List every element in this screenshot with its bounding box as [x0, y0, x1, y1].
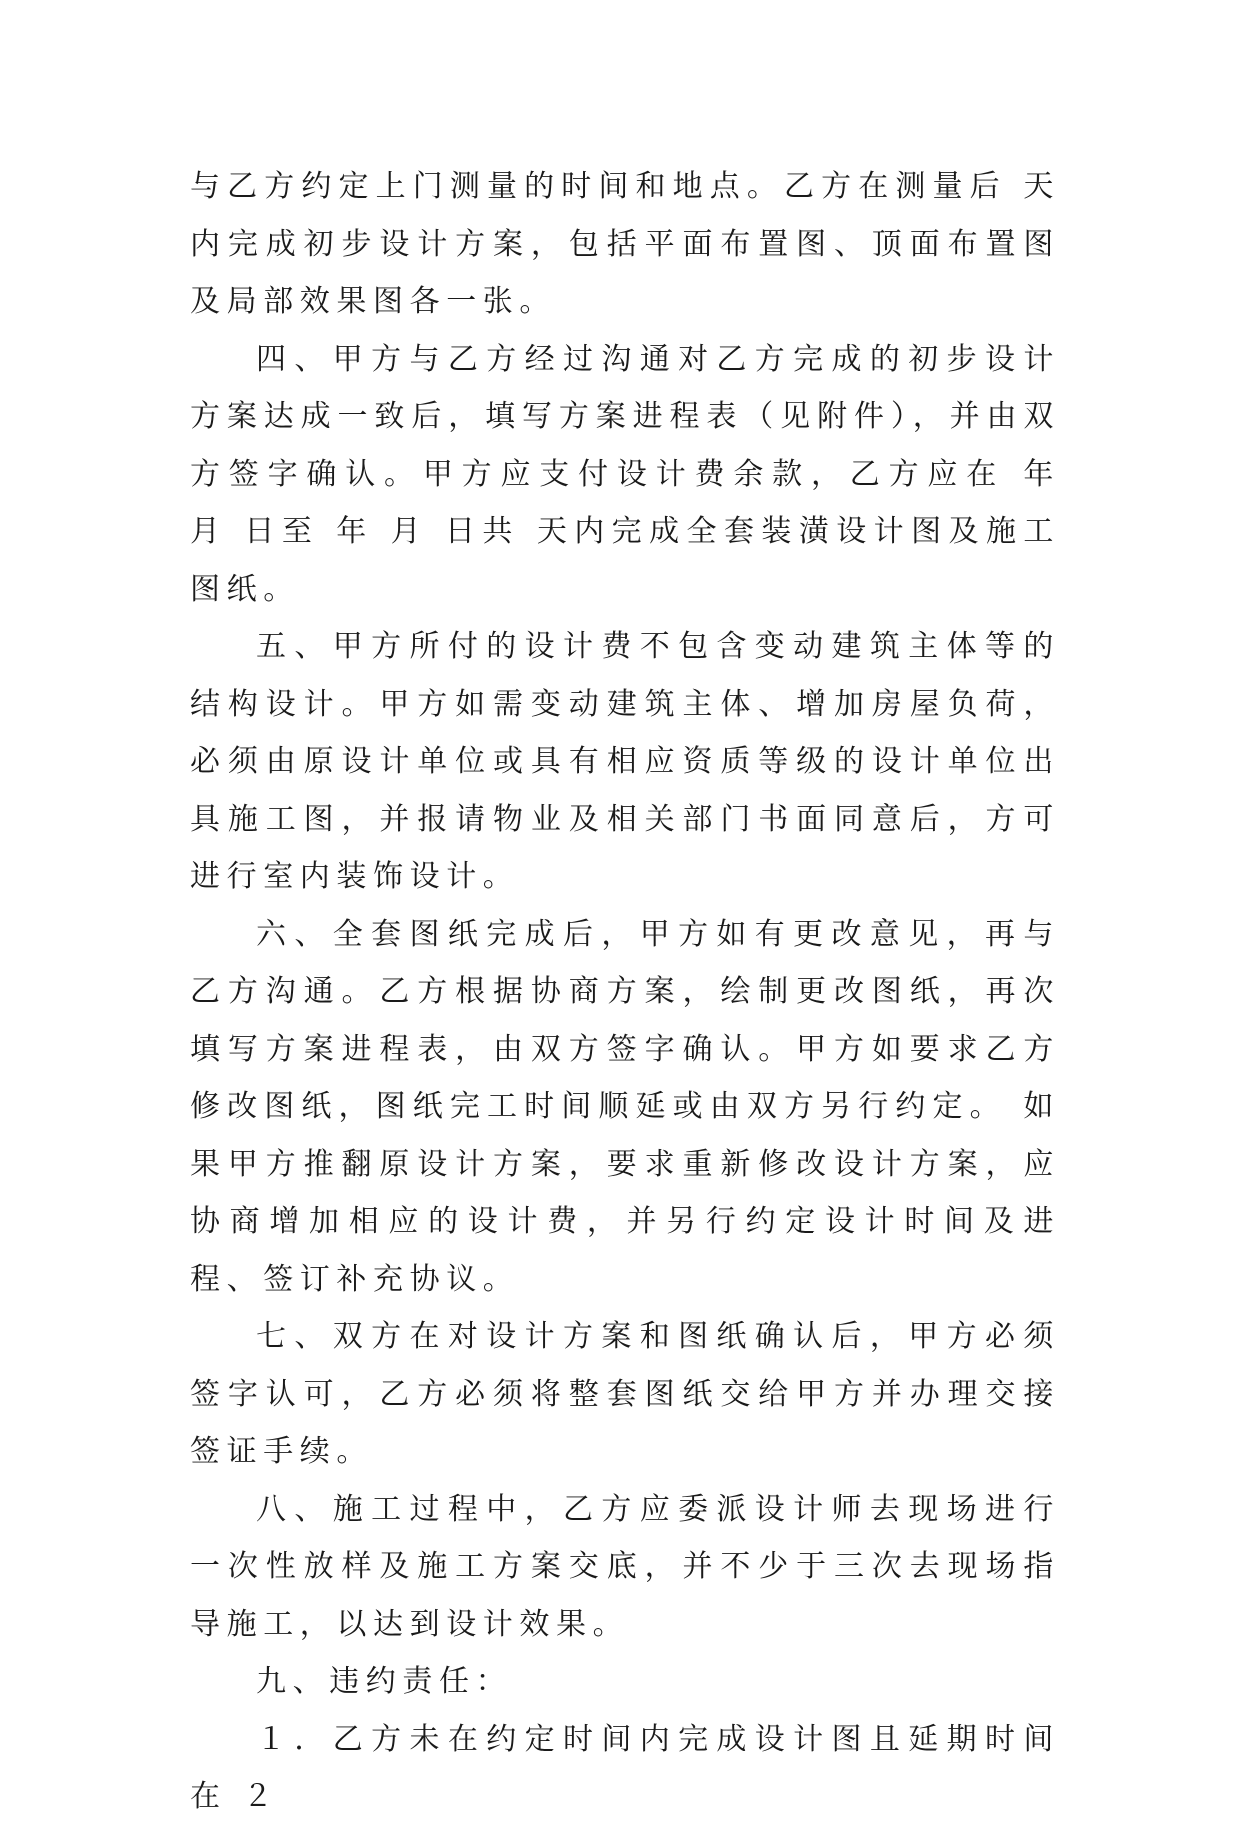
paragraph-clause-9-heading: 九、违约责任： — [256, 1664, 513, 1699]
paragraph-clause-9-item-1: １．乙方未在约定时间内完成设计图且延期时间在 ２ — [190, 1721, 1060, 1814]
paragraph-clause-5: 五、甲方所付的设计费不包含变动建筑主体等的结构设计。甲方如需变动建筑主体、增加房屋负荷，必须由原设计单位或具有相应资质等级的设计单位出具施工图，并报请物业及相关部门书面同意后，方可进行室内装饰设计。 — [190, 629, 1060, 894]
paragraph-clause-7: 七、双方在对设计方案和图纸确认后，甲方必须签字认可，乙方必须将整套图纸交给甲方并办理交接签证手续。 — [190, 1319, 1060, 1469]
contract-body — [190, 158, 1060, 1826]
paragraph-measurement-and-initial-design: 与乙方约定上门测量的时间和地点。乙方在测量后 天内完成初步设计方案，包括平面布置图、顶面布置图及局部效果图各一张。 — [190, 169, 1060, 319]
paragraph-clause-8: 八、施工过程中，乙方应委派设计师去现场进行一次性放样及施工方案交底，并不少于三次去现场指导施工，以达到设计效果。 — [190, 1491, 1060, 1642]
paragraph-clause-4: 四、甲方与乙方经过沟通对乙方完成的初步设计方案达成一致后，填写方案进程表（见附件），并由双方签字确认。甲方应支付设计费余款，乙方应在 年 月 日至 年 月 日共 天内完成全套装潢设计图及施工图纸。 — [190, 341, 1060, 607]
paragraph-clause-6: 六、全套图纸完成后，甲方如有更改意见，再与乙方沟通。乙方根据协商方案，绘制更改图纸，再次填写方案进程表，由双方签字确认。甲方如要求乙方修改图纸，图纸完工时间顺延或由双方另行约定。 如果甲方推翻原设计方案，要求重新修改设计方案，应协商增加相应的设计费，并另行约定设计时间及进程、签订补充协议。 — [190, 916, 1060, 1297]
